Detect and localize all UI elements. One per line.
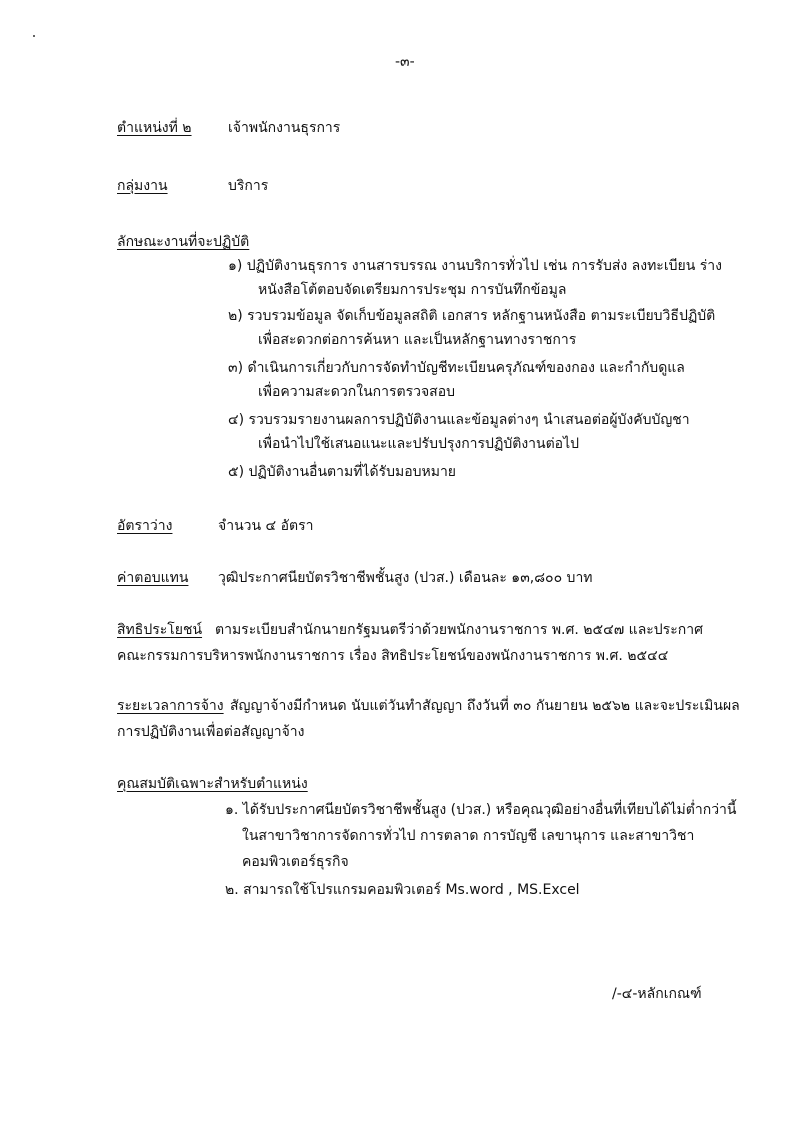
vacancy-value: จำนวน ๔ อัตรา xyxy=(218,518,314,534)
qualifications-heading: คุณสมบัติเฉพาะสำหรับตำแหน่ง xyxy=(117,776,308,792)
qualification-1-line1: ๑. ได้รับประกาศนียบัตรวิชาชีพชั้นสูง (ปวส.) หรือคุณวุฒิอย่างอื่นที่เทียบได้ไม่ต่ำกว่านี้ xyxy=(225,802,737,818)
duty-4-line2: เพื่อนำไปใช้เสนอแนะและปรับปรุงการปฏิบัติงานต่อไป xyxy=(258,436,580,452)
duty-5-line1: ๕) ปฏิบัติงานอื่นตามที่ได้รับมอบหมาย xyxy=(228,464,457,480)
benefits-line1: ตามระเบียบสำนักนายกรัฐมนตรีว่าด้วยพนักงานราชการ พ.ศ. ๒๕๔๗ และประกาศ xyxy=(215,622,703,638)
compensation-value: วุฒิประกาศนียบัตรวิชาชีพชั้นสูง (ปวส.) เดือนละ ๑๓,๘๐๐ บาท xyxy=(218,570,593,586)
work-group-value: บริการ xyxy=(228,178,269,194)
duty-3-line1: ๓) ดำเนินการเกี่ยวกับการจัดทำบัญชีทะเบียนครุภัณฑ์ของกอง และกำกับดูแล xyxy=(228,360,685,376)
page-number: -๓- xyxy=(395,54,415,70)
vacancy-label: อัตราว่าง xyxy=(117,518,173,534)
qualification-1-line2: ในสาขาวิชาการจัดการทั่วไป การตลาด การบัญชี เลขานุการ และสาขาวิชา xyxy=(242,828,695,844)
duty-2-line1: ๒) รวบรวมข้อมูล จัดเก็บข้อมูลสถิติ เอกสาร หลักฐานหนังสือ ตามระเบียบวิธีปฏิบัติ xyxy=(228,308,716,324)
employment-period-line2: การปฏิบัติงานเพื่อต่อสัญญาจ้าง xyxy=(117,724,305,740)
duty-1-line2: หนังสือโต้ตอบจัดเตรียมการประชุม การบันทึกข้อมูล xyxy=(258,282,567,298)
benefits-label: สิทธิประโยชน์ xyxy=(117,622,203,638)
next-page-reference: /-๔-หลักเกณฑ์ xyxy=(612,986,702,1002)
duties-heading: ลักษณะงานที่จะปฏิบัติ xyxy=(117,234,250,250)
compensation-label: ค่าตอบแทน xyxy=(117,570,189,586)
duty-3-line2: เพื่อความสะดวกในการตรวจสอบ xyxy=(258,384,456,400)
position-value: เจ้าพนักงานธุรการ xyxy=(228,120,341,136)
duty-2-line2: เพื่อสะดวกต่อการค้นหา และเป็นหลักฐานทางราชการ xyxy=(258,332,577,348)
employment-period-label: ระยะเวลาการจ้าง xyxy=(117,698,224,714)
employment-period-line1: สัญญาจ้างมีกำหนด นับแต่วันทำสัญญา ถึงวันที่ ๓๐ กันยายน ๒๕๖๒ และจะประเมินผล xyxy=(230,698,740,714)
benefits-line2: คณะกรรมการบริหารพนักงานราชการ เรื่อง สิทธิประโยชน์ของพนักงานราชการ พ.ศ. ๒๕๔๔ xyxy=(117,648,669,664)
duty-4-line1: ๔) รวบรวมรายงานผลการปฏิบัติงานและข้อมูลต่างๆ นำเสนอต่อผู้บังคับบัญชา xyxy=(228,412,690,428)
scan-speck xyxy=(33,35,35,37)
duty-1-line1: ๑) ปฏิบัติงานธุรการ งานสารบรรณ งานบริการทั่วไป เช่น การรับส่ง ลงทะเบียน ร่าง xyxy=(228,258,722,274)
work-group-label: กลุ่มงาน xyxy=(117,178,168,194)
qualification-1-line3: คอมพิวเตอร์ธุรกิจ xyxy=(242,854,349,870)
position-label: ตำแหน่งที่ ๒ xyxy=(117,120,192,136)
qualification-2: ๒. สามารถใช้โปรแกรมคอมพิวเตอร์ Ms.word , MS.Excel xyxy=(225,882,580,898)
